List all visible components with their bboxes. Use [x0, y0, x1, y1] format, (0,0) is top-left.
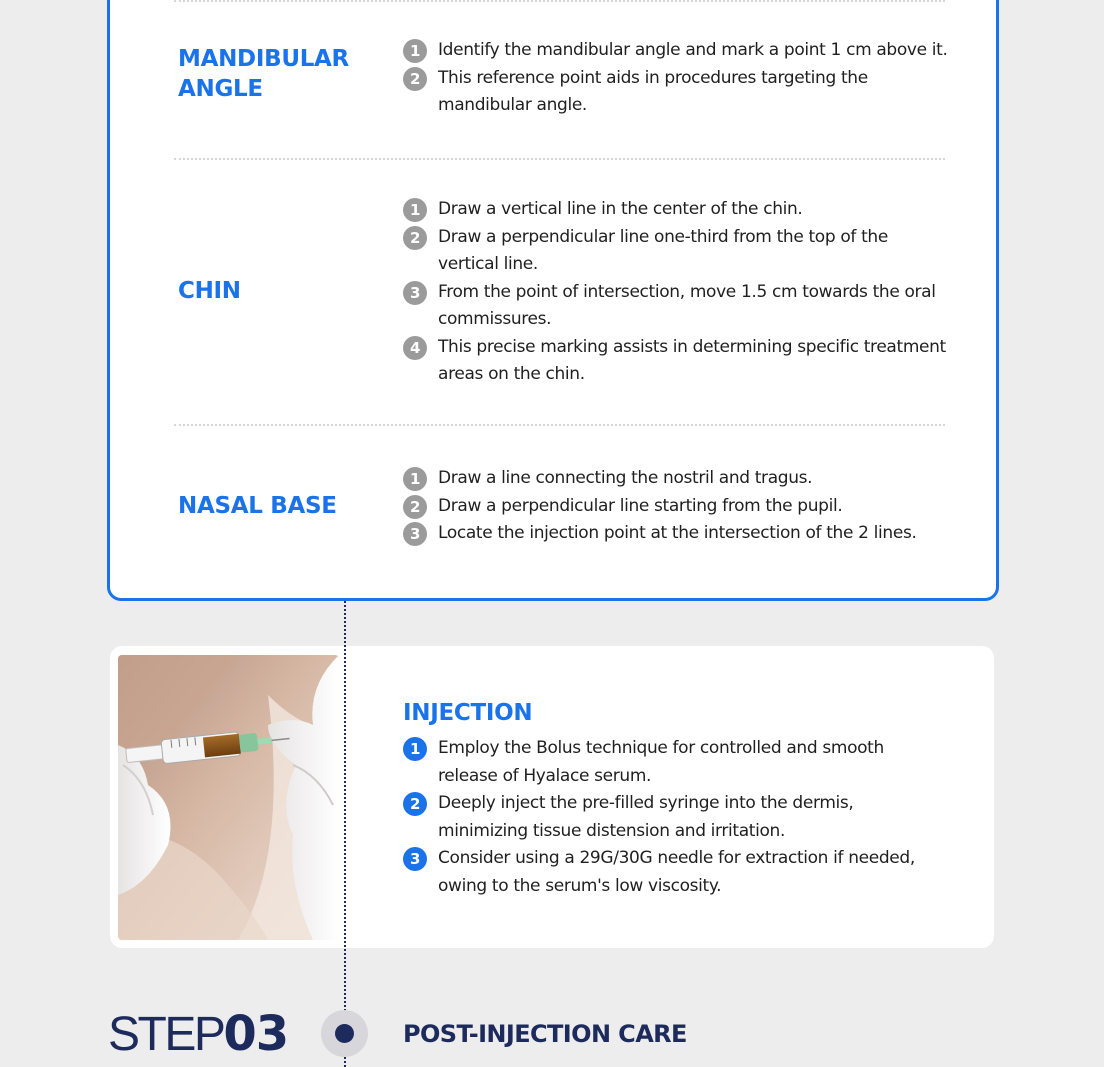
list-item-text: This precise marking assists in determining specific treatment areas on the chin. — [438, 336, 946, 384]
step-prefix: STEP — [108, 1008, 224, 1061]
list-item-text: Draw a vertical line in the center of the chin. — [438, 199, 803, 219]
list-item — [403, 224, 948, 279]
injection-photo — [118, 655, 339, 940]
list-item — [403, 845, 948, 900]
section-title-mandibular-angle — [178, 44, 349, 104]
timeline-dot-center — [335, 1024, 354, 1043]
list-item-text: Draw a perpendicular line starting from the pupil. — [438, 495, 843, 516]
list-item-text: Consider using a 29G/30G needle for extraction if needed, owing to the serum's low viscosity. — [438, 848, 915, 896]
injection-steps — [403, 735, 948, 900]
list-item-text: Deeply inject the pre-filled syringe into the dermis, minimizing tissue distension and irritation. — [438, 793, 854, 841]
list-item-text: From the point of intersection, move 1.5 cm towards the oral commissures. — [438, 281, 936, 329]
section-title-line: MANDIBULAR — [178, 46, 349, 72]
syringe-injection-illustration — [118, 655, 339, 940]
section-divider — [174, 0, 945, 2]
numbered-circle-icon: 2 — [403, 226, 427, 250]
list-item-text: Identify the mandibular angle and mark a point 1 cm above it. — [438, 40, 948, 60]
list-item — [403, 790, 948, 845]
list-item — [403, 465, 948, 493]
list-item — [403, 196, 948, 224]
numbered-circle-icon: 2 — [403, 792, 427, 816]
list-item — [403, 493, 948, 521]
section-title-line: CHIN — [178, 278, 241, 304]
nasal-base-steps — [403, 465, 948, 548]
injection-title: INJECTION — [403, 700, 533, 726]
list-item — [403, 37, 948, 65]
section-divider — [174, 424, 945, 426]
numbered-circle-icon: 2 — [403, 67, 427, 91]
mandibular-angle-steps — [403, 37, 948, 120]
step-title: POST-INJECTION CARE — [403, 1020, 687, 1048]
list-item-text: Locate the injection point at the intersection of the 2 lines. — [438, 523, 917, 543]
section-title-line: NASAL BASE — [178, 493, 337, 519]
numbered-circle-icon: 1 — [403, 198, 427, 222]
list-item — [403, 334, 948, 389]
list-item-text: Draw a perpendicular line one-third from the top of the vertical line. — [438, 226, 888, 274]
numbered-circle-icon: 3 — [403, 281, 427, 305]
list-item — [403, 520, 948, 548]
chin-steps — [403, 196, 948, 389]
list-item-text: Draw a line connecting the nostril and tragus. — [438, 468, 813, 488]
step-label — [108, 1006, 288, 1063]
numbered-circle-icon: 1 — [403, 737, 427, 761]
list-item — [403, 279, 948, 334]
list-item-text: Employ the Bolus technique for controlled and smooth release of Hyalace serum. — [438, 738, 884, 786]
list-item — [403, 735, 948, 790]
section-title-line: ANGLE — [178, 76, 263, 102]
list-item-text: This reference point aids in procedures targeting the mandibular angle. — [438, 67, 868, 115]
numbered-circle-icon: 3 — [403, 522, 427, 546]
section-title-nasal-base — [178, 491, 337, 521]
list-item — [403, 65, 948, 120]
section-title-chin — [178, 276, 241, 306]
numbered-circle-icon: 1 — [403, 39, 427, 63]
numbered-circle-icon: 3 — [403, 847, 427, 871]
numbered-circle-icon: 2 — [403, 495, 427, 519]
numbered-circle-icon: 4 — [403, 336, 427, 360]
section-divider — [174, 158, 945, 160]
timeline-line — [344, 601, 346, 1067]
step-number: 03 — [223, 1006, 289, 1062]
numbered-circle-icon: 1 — [403, 467, 427, 491]
